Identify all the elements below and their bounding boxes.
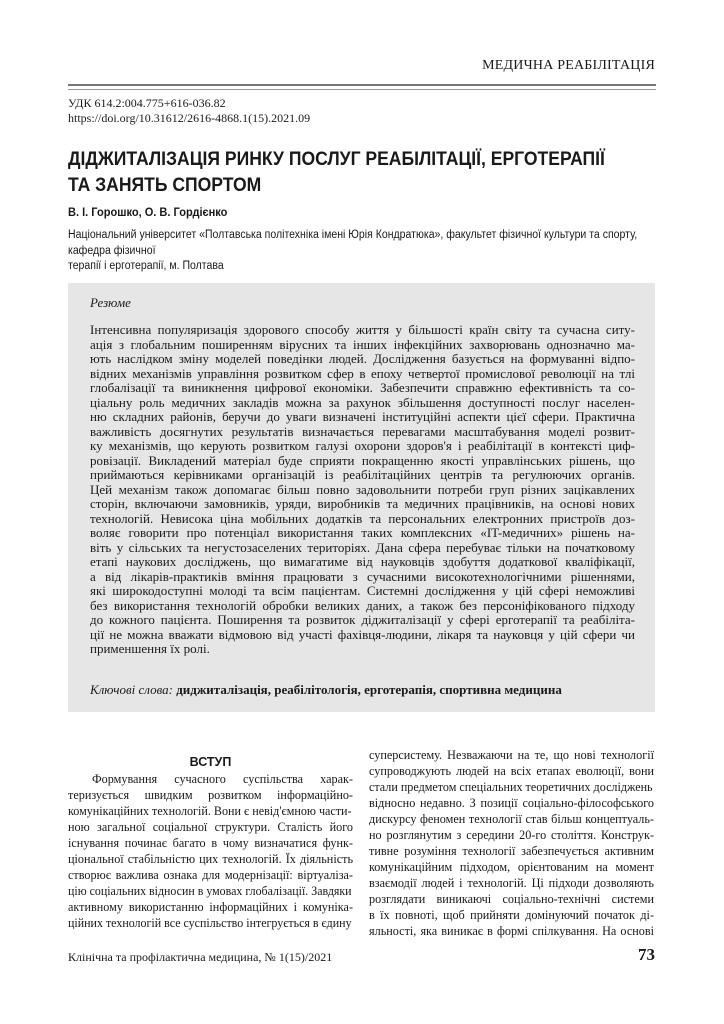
text-line xyxy=(68,771,353,787)
authors: В. І. Горошко, О. В. Гордієнко xyxy=(68,205,228,219)
text-line xyxy=(68,835,353,851)
text-line xyxy=(90,599,635,614)
text-line-content: розглядати виникаючі соціально-технічні системи xyxy=(369,892,654,906)
text-line-content: взаємодії людей і технологій. Ці підходи дозволяють xyxy=(369,876,654,890)
text-line-content: існування починає багато в чому визначатися функ- xyxy=(68,836,353,850)
text-line xyxy=(90,642,635,657)
text-line xyxy=(68,883,353,899)
text-line-content: ною загальної соціальної структури. Сталість його xyxy=(68,820,353,834)
text-line-content: а від лікарів-практиків вміння працювати з сучасними високотехнологічними рішеннями, xyxy=(90,569,635,584)
text-line xyxy=(90,497,635,512)
article-title xyxy=(68,146,626,198)
text-line-content: без використання технологій обробки великих даних, а також без персоніфікованого підходу xyxy=(90,598,635,613)
text-line xyxy=(369,763,654,779)
text-line-content: суперсистему. Незважаючи на те, що нові технології xyxy=(369,748,654,762)
text-line-content: ціальну роль медичних закладів можна за рахунок збільшення доступності послуг населен- xyxy=(90,395,635,410)
text-line-content: ціональної стабільністю цих технологій. Їх діяльність xyxy=(68,852,353,866)
text-line-content: сторін, включаючи замовників, уряди, виробників та медичних працівників, на основі нових xyxy=(90,497,635,511)
text-line-content: ровізації. Викладений матеріал буде сприяти покращенню якості управлінських рішень, що xyxy=(90,453,635,468)
text-line xyxy=(68,851,353,867)
intro-heading: ВСТУП xyxy=(189,755,232,769)
affiliation-line: Національний університет «Полтавська політехніка імені Юрія Кондратюка», факультет фізичної культури та спорту, кафедра фізичної xyxy=(68,229,638,257)
text-line xyxy=(68,819,353,835)
text-line xyxy=(90,541,635,556)
text-line xyxy=(90,439,635,454)
text-line-content: технологій. Невисока ціна мобільних додатків та персональних електронних пристроїв доз- xyxy=(90,511,635,526)
text-line xyxy=(369,875,654,891)
text-line xyxy=(369,891,654,907)
text-line-content: створює важлива ознака для модернізації: віртуаліза- xyxy=(68,868,353,882)
text-line-content: теризується швидким розвитком інформаційно- xyxy=(68,788,353,802)
text-line-content: в їх повноті, щоб прийняти домінуючий початок ді- xyxy=(369,908,654,922)
keywords-label: Ключові слова: xyxy=(90,682,173,697)
text-line xyxy=(90,323,635,338)
text-line-content: Інтенсивна популяризація здорового способу життя у більшості країн світу та сучасна ситу- xyxy=(90,323,635,337)
text-line xyxy=(68,915,353,931)
text-line-content: комунікаційних технологій. Вони є невід'ємною части- xyxy=(68,804,352,818)
text-line-content: приймаються керівниками організацій із реабілітаційних центрів та регулюючих органів. xyxy=(90,468,635,482)
text-line xyxy=(90,410,635,425)
doi-link[interactable]: https://doi.org/10.31612/2616-4868.1(15).2021.09 xyxy=(68,111,311,125)
text-line xyxy=(369,859,654,875)
text-line-content: які широкодоступні молоді та всім пацієнтам. Системні дослідження у цій сфері неможливі xyxy=(90,584,635,598)
text-line xyxy=(90,628,635,643)
affiliation xyxy=(68,228,654,275)
title-line: ТА ЗАНЯТЬ СПОРТОМ xyxy=(68,174,262,196)
header-rule xyxy=(68,84,656,90)
text-line-content: відносно недавно. З позиції соціально-філософського xyxy=(369,796,654,810)
text-line xyxy=(90,381,635,396)
text-line-content: Цей механізм також допомагає більш повно задовольнити потреби груп різних зацікавлених xyxy=(90,482,635,497)
text-line-content: важливість досягнутих результатів визначається перевагами масштабування моделі розвит- xyxy=(90,424,635,439)
text-line-content: ню складних районів, беручи до уваги визначені інституційні аспекти цієї сфери. Практична xyxy=(90,410,635,424)
text-line xyxy=(369,923,654,939)
text-line xyxy=(90,584,635,599)
text-line xyxy=(90,425,635,440)
text-line-content: комунікаційним підходом, орієнтованим на момент xyxy=(369,860,654,874)
text-line-content: активному використанню інформаційних і комуніка- xyxy=(68,900,353,914)
text-line xyxy=(369,795,654,811)
footer-journal: Клінічна та профілактична медицина, № 1(15)/2021 xyxy=(68,950,333,964)
text-line-content: супроводжують людей на всіх етапах еволюції, вони xyxy=(369,764,654,778)
text-line xyxy=(90,338,635,353)
text-line xyxy=(90,396,635,411)
udc-code: УДК 614.2:004.775+616-036.82 xyxy=(68,96,226,110)
text-line xyxy=(369,747,654,763)
text-line xyxy=(90,352,635,367)
page-number: 73 xyxy=(638,945,655,964)
keywords xyxy=(90,682,562,698)
text-line-content: ційних технологій все суспільство інтегрується в єдину xyxy=(68,916,352,930)
text-line-content: стали предметом спеціальних теоретичних досліджень xyxy=(369,780,653,794)
text-line-content: ація з глобальним поширенням вірусних та інших інфекційних захворювань однозначно ма- xyxy=(90,337,635,352)
text-line-content: применшення їх ролі. xyxy=(90,642,210,656)
text-line xyxy=(68,803,353,819)
text-line xyxy=(90,512,635,527)
text-line-content: віть у сільських та негустозаселених територіях. Дана сфера перебуває тільки на початковому xyxy=(90,540,635,555)
text-line-content: но розглянутим з середини 20-го століття. Конструк- xyxy=(369,828,654,842)
text-line xyxy=(90,367,635,382)
text-line-content: цію соціальних відносин в умовах глобалізації. Завдяки xyxy=(68,884,352,898)
text-line xyxy=(90,555,635,570)
text-line xyxy=(90,483,635,498)
title-line: ДІДЖИТАЛІЗАЦІЯ РИНКУ ПОСЛУГ РЕАБІЛІТАЦІЇ, ЕРГОТЕРАПІЇ xyxy=(68,148,605,170)
text-line xyxy=(369,843,654,859)
text-line xyxy=(369,907,654,923)
text-line xyxy=(68,899,353,915)
text-line xyxy=(369,779,654,795)
text-line xyxy=(90,526,635,541)
text-line-content: яльності, яка виникає в формі спілкування. На основі xyxy=(369,924,654,938)
running-header-section: МЕДИЧНА РЕАБІЛІТАЦІЯ xyxy=(482,58,655,73)
text-line-content: ють наслідком зміну моделей поведінки людей. Дослідження базується на формуванні відпо- xyxy=(90,352,635,366)
abstract-body xyxy=(90,323,635,657)
affiliation-line: терапії і ерготерапії, м. Полтава xyxy=(68,260,224,272)
text-line-content: до кожного пацієнта. Поширення та розвиток діджиталізації у сфері ерготерапії та реабіліта- xyxy=(90,613,635,627)
intro-column-left xyxy=(68,771,353,931)
text-line-content: тивне розуміння технології забезпечується активним xyxy=(369,844,654,858)
text-line xyxy=(90,454,635,469)
text-line xyxy=(68,867,353,883)
text-line-content: ції не можна вважати відмовою від участі фахівця-людини, лікаря та науковця у цій сфери чи xyxy=(90,627,635,642)
text-line-content: Формування сучасного суспільства харак- xyxy=(92,772,353,786)
text-line-content: етапі наукових досліджень, що вимагатиме від науковців здобуття додаткової кваліфікації, xyxy=(90,555,635,569)
text-line-content: дискурсу феномен технології став більш концептуаль- xyxy=(369,812,654,826)
text-line-content: ку механізмів, що керують розвитком галузі охорони здоров'я і реабілітації в контексті циф- xyxy=(90,439,635,453)
text-line xyxy=(90,570,635,585)
text-line-content: глобалізації та виникнення цифрової економіки. Забезпечити справжню ефективність та со- xyxy=(90,381,635,395)
intro-column-right xyxy=(369,747,654,939)
abstract-heading: Резюме xyxy=(90,295,131,310)
text-line xyxy=(90,613,635,628)
text-line xyxy=(68,787,353,803)
text-line xyxy=(90,468,635,483)
text-line xyxy=(369,827,654,843)
keywords-value: диджиталізація, реабілітологія, ерготерапія, спортивна медицина xyxy=(176,682,562,697)
text-line xyxy=(369,811,654,827)
text-line-content: воляє говорити про потенціал використання таких комплексних «IT-медичних» рішень на- xyxy=(90,526,635,540)
text-line-content: відних механізмів управління розвитком сфер в епоху четвертої промислової революції на тлі xyxy=(90,366,635,381)
